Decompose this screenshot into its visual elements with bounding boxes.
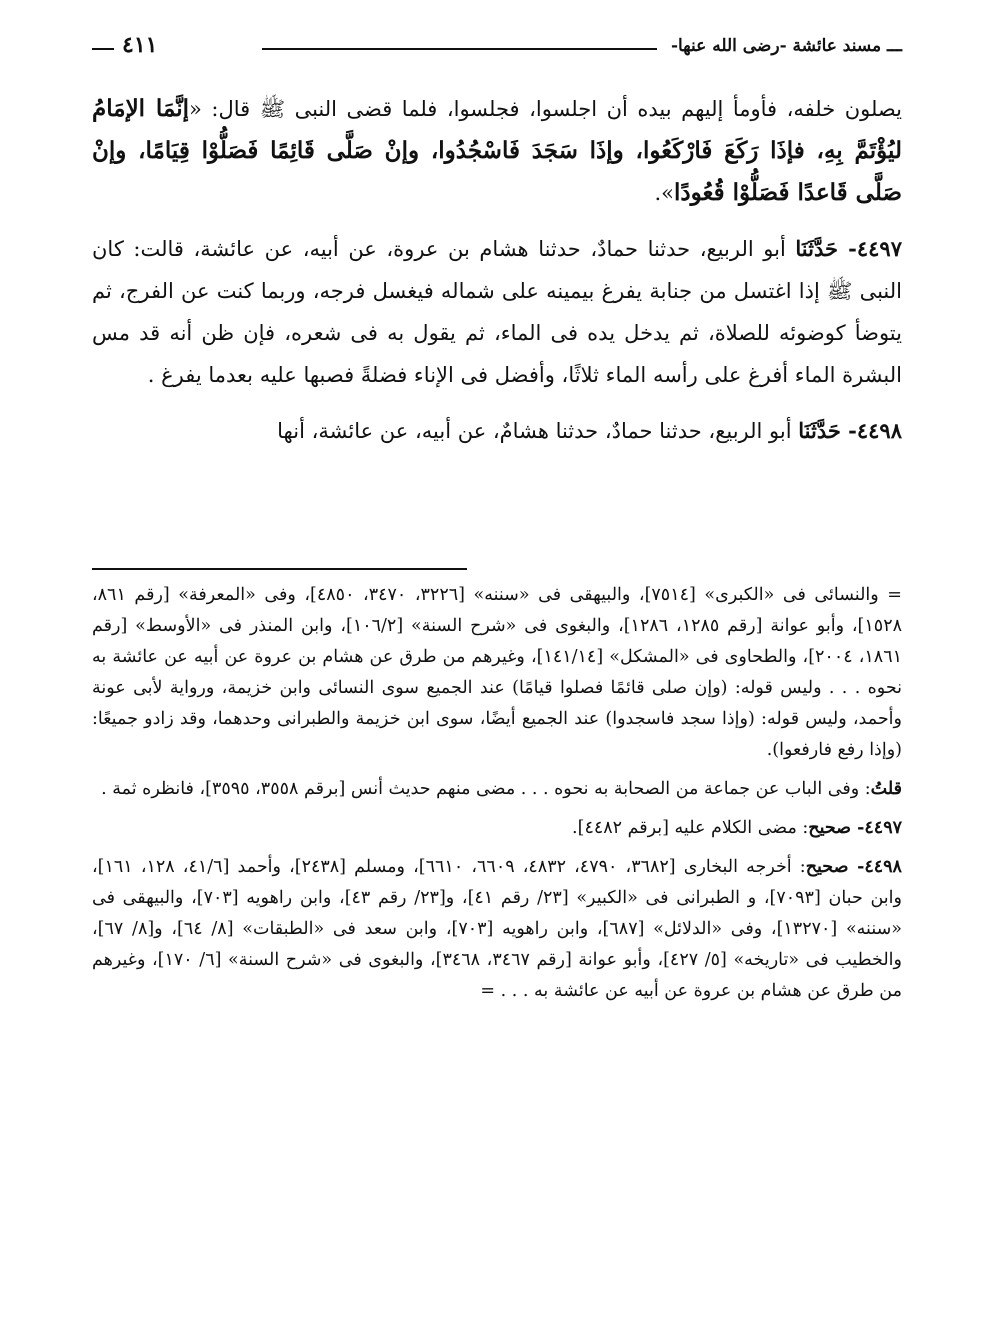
footnote-qultu [92, 774, 902, 805]
footnote-text: : أخرجه البخارى [٣٦٨٢، ٤٧٩٠، ٤٨٣٢، ٦٦٠٩، ٦٦١٠]، ومسلم [٢٤٣٨]، وأحمد [٤١/٦، ١٢٨، ١٦١]، وابن حبان [٧٠٩٣]، و الطبرانى فى «الكبير» [٢٣/ رقم ٤١]، و[٢٣/ رقم ٤٣]، وابن راهويه [٧٠٣]، والبيهقى فى «سننه» [١٣٢٧٠]، وفى «الدلائل» [٦٨٧]، وابن راهويه [٧٠٣]، وابن سعد فى «الطبقات» [٨/ ٦٤]، و[٨/ ٦٧]، والخطيب فى «تاريخه» [٥/ ٤٢٧]، وأبو عوانة [رقم ٣٤٦٧، ٣٤٦٨]، والبغوى فى «شرح السنة» [٦/ ١٧٠]، وغيرهم من طرق عن هشام بن عروة عن أبيه عن عائشة به . . . = [92, 857, 902, 1001]
hadith-quote: إنَّمَا الإمَامُ ليُؤْتَمَّ بِهِ، فإذَا رَكَعَ فَارْكَعُوا، وإذَا سَجَدَ فَاسْجُدُوا، وإنْ صَلَّى قَائِمًا فَصَلُّوْا قِيَامًا، وإنْ صَلَّى قَاعدًا فَصَلُّوْا قُعُودًا [92, 95, 902, 206]
running-header [92, 30, 902, 66]
footnote-4497 [92, 813, 902, 844]
main-text [92, 88, 902, 452]
hadith-4498 [92, 410, 902, 452]
footnote-text: : وفى الباب عن جماعة من الصحابة به نحوه . . . مضى منهم حديث أنس [برقم ٣٥٥٨، ٣٥٩٥]، فانظره ثمة . [101, 779, 871, 799]
footnote-text: : مضى الكلام عليه [برقم ٤٤٨٢]. [572, 818, 809, 838]
hadith-text: أبو الربيع، حدثنا حمادٌ، حدثنا هشامٌ، عن أبيه، عن عائشة، أنها [277, 419, 799, 443]
footnote-4498 [92, 852, 902, 1007]
footnote-label: ٤٤٩٨- صحيح [805, 857, 902, 877]
paragraph-continuation [92, 88, 902, 214]
header-rule-short [92, 48, 114, 50]
hadith-text: أبو الربيع، حدثنا حمادٌ، حدثنا هشام بن عروة، عن أبيه، عن عائشة، قالت: كان النبى ﷺ إذا اغتسل من جنابة يفرغ بيمينه على شماله فيغسل فرجه، وربما كنت عن الفرج، ثم يتوضأ كوضوئه للصلاة، ثم يدخل يده فى الماء، ثم يقول به فى شعره، فإن ظن أنه قد مس البشرة الماء أفرغ على رأسه الماء ثلاثًا، وأفضل فى الإناء فضلةً فصبها عليه بعدما يفرغ . [92, 237, 902, 387]
paragraph-lead: يصلون خلفه، فأومأ إليهم بيده أن اجلسوا، فجلسوا، فلما قضى النبى ﷺ قال: « [189, 97, 902, 121]
footnotes [92, 580, 902, 1007]
page-number: ٤١١ [122, 32, 158, 58]
hadith-number: ٤٤٩٧- حَدَّثَنَا [795, 236, 902, 261]
paragraph-tail: ». [654, 181, 675, 205]
footnote-label: قلتُ [870, 779, 902, 799]
header-rule [262, 48, 657, 50]
footnote-label: ٤٤٩٧- صحيح [808, 818, 902, 838]
header-title: ـــ مسند عائشة -رضى الله عنها- [670, 36, 902, 56]
footnote-continuation: = والنسائى فى «الكبرى» [٧٥١٤]، والبيهقى فى «سننه» [٣٢٢٦، ٣٤٧٠، ٤٨٥٠]، وفى «المعرفة» [رقم ٨٦١، ١٥٢٨]، وأبو عوانة [رقم ١٢٨٥، ١٢٨٦]، والبغوى فى «شرح السنة» [١٠٦/٢]، وابن المنذر فى «الأوسط» [رقم ١٨٦١، ٢٠٠٤]، والطحاوى فى «المشكل» [١٤١/١٤]، وغيرهم من طرق عن هشام بن عروة عن أبيه عن عائشة به نحوه . . . وليس قوله: (وإن صلى قائمًا فصلوا قيامًا) عند الجميع سوى النسائى وابن خزيمة، ورواية لأبى عونة وأحمد، وليس قوله: (وإذا سجد فاسجدوا) عند الجميع أيضًا، سوى ابن خزيمة والطبرانى وحدهما، وقد زادو جميعًا: (وإذا رفع فارفعوا). [92, 585, 902, 760]
hadith-number: ٤٤٩٨- حَدَّثَنَا [798, 418, 902, 443]
footnote-separator [92, 568, 467, 570]
hadith-4497 [92, 228, 902, 396]
